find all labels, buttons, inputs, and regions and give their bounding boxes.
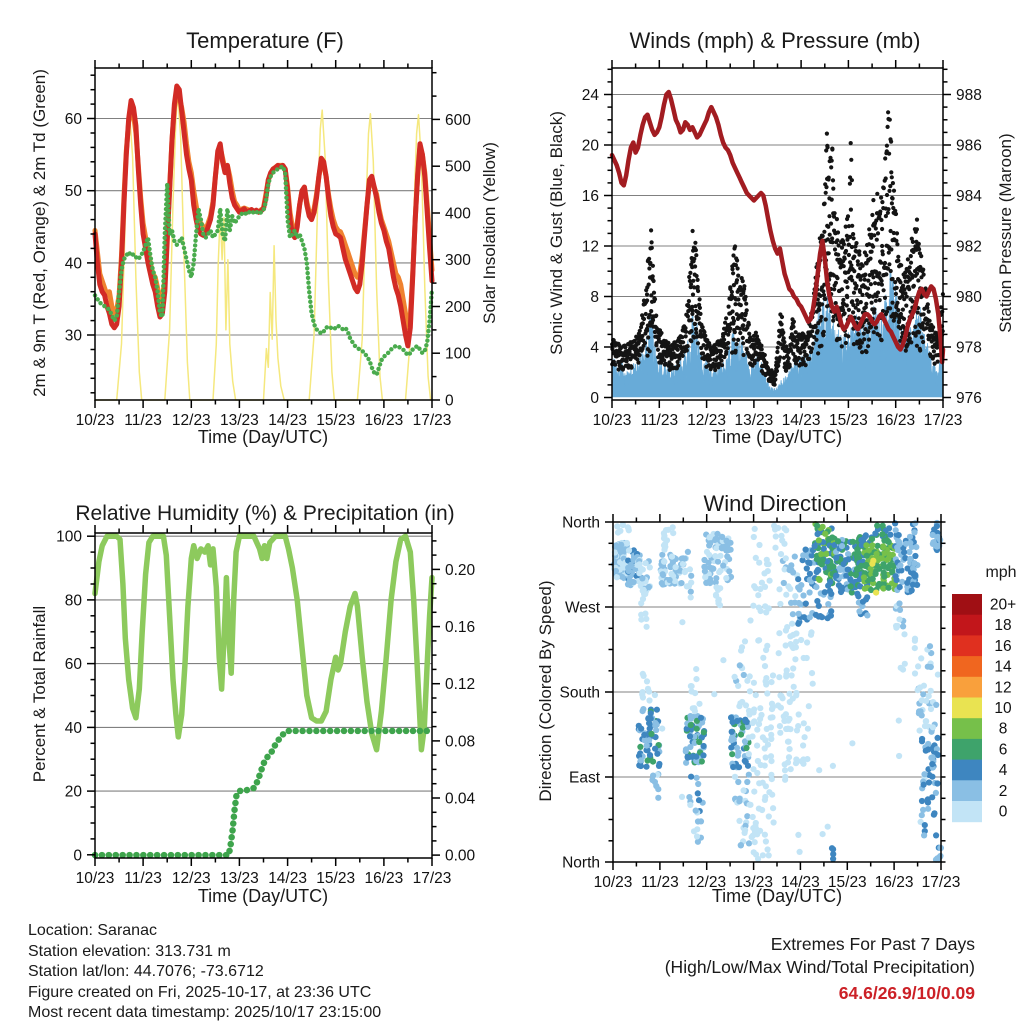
svg-text:10/23: 10/23 [75,412,115,429]
svg-text:978: 978 [956,339,982,357]
svg-text:20: 20 [581,137,599,155]
svg-text:11/23: 11/23 [640,412,679,429]
svg-text:100: 100 [56,528,82,546]
temperature-series-t-2m-red [95,86,432,346]
svg-text:0: 0 [445,392,454,410]
direction-y-left-label: Direction (Colored By Speed) [536,580,555,802]
svg-text:13/23: 13/23 [220,412,259,429]
svg-text:0.00: 0.00 [445,847,476,865]
winds-pressure-chart-title: Winds (mph) & Pressure (mb) [629,28,921,53]
svg-text:984: 984 [956,188,982,205]
wind-speed-legend-title: mph [985,564,1017,581]
wind-y-left-label: Sonic Wind & Gust (Blue, Black) [547,111,566,355]
svg-text:17/23: 17/23 [412,870,452,887]
svg-text:60: 60 [64,656,82,674]
svg-text:4: 4 [590,339,599,357]
svg-text:12/23: 12/23 [171,870,211,887]
svg-text:980: 980 [956,289,982,306]
temperature-y-left-label: 2m & 9m T (Red, Orange) & 2m Td (Green) [30,69,49,397]
svg-text:10/23: 10/23 [593,874,633,891]
svg-text:17/23: 17/23 [412,412,452,429]
svg-text:2: 2 [998,782,1008,800]
svg-text:40: 40 [64,255,82,273]
pressure-y-right-label: Station Pressure (Maroon) [996,133,1015,333]
svg-text:15/23: 15/23 [316,412,356,429]
svg-text:14/23: 14/23 [268,870,307,887]
svg-text:0.20: 0.20 [445,561,476,579]
svg-text:40: 40 [64,719,82,737]
svg-text:16/23: 16/23 [876,412,916,429]
station-latlon: Station lat/lon: 44.7076; -73.6712 [28,963,264,980]
rh-y-left-label: Percent & Total Rainfall [30,605,49,783]
svg-text:10: 10 [994,700,1012,717]
svg-text:18: 18 [994,617,1012,635]
station-elevation: Station elevation: 313.731 m [28,942,231,960]
svg-text:16: 16 [994,637,1012,655]
svg-text:50: 50 [64,183,82,201]
svg-text:12: 12 [581,238,599,256]
svg-text:16/23: 16/23 [874,874,914,891]
svg-text:13/23: 13/23 [734,412,774,429]
figure-created-timestamp: Figure created on Fri, 2025-10-17, at 23:36 UTC [28,983,372,1001]
rh-x-axis-label: Time (Day/UTC) [197,886,329,906]
station-location: Location: Saranac [28,922,157,939]
svg-text:500: 500 [445,158,471,176]
svg-text:0.12: 0.12 [445,676,476,694]
svg-text:0.16: 0.16 [445,619,476,637]
svg-text:0: 0 [590,390,599,407]
svg-text:200: 200 [445,299,471,316]
temperature-chart [65,60,471,429]
svg-text:15/23: 15/23 [829,412,868,429]
temperature-chart-title: Temperature (F) [186,28,344,53]
svg-text:986: 986 [956,137,982,155]
svg-text:East: East [568,769,600,787]
svg-text:11/23: 11/23 [641,874,679,891]
extremes-subtitle: (High/Low/Max Wind/Total Precipitation) [664,957,975,977]
rh_precip-chart [56,525,475,887]
rh-precip-chart-title: Relative Humidity (%) & Precipitation (in) [75,502,455,525]
svg-text:13/23: 13/23 [220,870,259,887]
svg-text:4: 4 [998,762,1008,780]
svg-text:West: West [564,599,600,617]
svg-text:988: 988 [956,87,982,104]
temperature-x-axis-label: Time (Day/UTC) [197,427,329,447]
extremes-title: Extremes For Past 7 Days [770,934,975,954]
svg-text:15/23: 15/23 [827,874,867,891]
svg-text:13/23: 13/23 [734,874,773,891]
svg-text:14: 14 [994,658,1012,676]
svg-text:6: 6 [998,741,1008,759]
svg-text:17/23: 17/23 [921,874,961,891]
svg-text:15/23: 15/23 [316,870,356,887]
svg-text:South: South [559,684,600,702]
svg-text:0: 0 [998,803,1008,821]
svg-text:16/23: 16/23 [364,870,404,887]
svg-text:24: 24 [581,87,599,104]
extremes-values: 64.6/26.9/10/0.09 [838,983,975,1003]
svg-text:14/23: 14/23 [781,412,821,429]
svg-text:17/23: 17/23 [923,412,963,429]
svg-text:20+: 20+ [989,596,1017,614]
svg-text:North: North [562,854,600,872]
svg-text:10/23: 10/23 [592,412,632,429]
svg-text:14/23: 14/23 [781,874,820,891]
svg-text:30: 30 [64,327,82,345]
solar-y-right-label: Solar Insolation (Yellow) [480,142,499,324]
svg-text:982: 982 [956,238,982,256]
svg-text:0.04: 0.04 [445,790,476,808]
svg-text:976: 976 [956,390,982,407]
svg-text:0: 0 [73,847,82,865]
svg-text:12/23: 12/23 [687,874,727,891]
svg-text:600: 600 [445,111,471,129]
svg-text:12: 12 [994,679,1012,697]
svg-text:16/23: 16/23 [364,412,404,429]
winds-x-axis-label: Time (Day/UTC) [711,427,843,447]
svg-text:8: 8 [998,720,1008,738]
svg-text:12/23: 12/23 [171,412,211,429]
extremes-block [575,933,975,1005]
wind-speed-legend [952,594,1016,822]
svg-text:100: 100 [445,345,471,363]
winds_pressure-chart [582,60,982,429]
svg-text:400: 400 [445,205,471,223]
svg-text:8: 8 [590,289,599,306]
svg-text:11/23: 11/23 [124,870,162,887]
wind-direction-chart-title: Wind Direction [703,491,847,516]
wind_direction-series-direction-dots [611,520,944,863]
svg-text:300: 300 [445,252,471,270]
svg-text:60: 60 [64,111,82,128]
svg-text:0.08: 0.08 [445,733,476,751]
svg-text:North: North [562,514,600,532]
wind-direction-x-axis-label: Time (Day/UTC) [711,886,843,906]
rh_precip-series-total-rainfall [95,729,432,855]
svg-text:14/23: 14/23 [268,412,307,429]
svg-text:80: 80 [64,592,82,610]
svg-text:20: 20 [64,783,82,801]
rh_precip-series-relative-humidity [95,536,432,750]
station-metadata [28,921,381,1024]
recent-data-timestamp: Most recent data timestamp: 2025/10/17 23:15:00 [28,1004,382,1021]
svg-text:11/23: 11/23 [124,412,162,429]
wind_direction-chart [559,514,1016,891]
svg-text:12/23: 12/23 [687,412,726,429]
svg-text:16: 16 [581,188,599,205]
svg-text:10/23: 10/23 [75,870,115,887]
